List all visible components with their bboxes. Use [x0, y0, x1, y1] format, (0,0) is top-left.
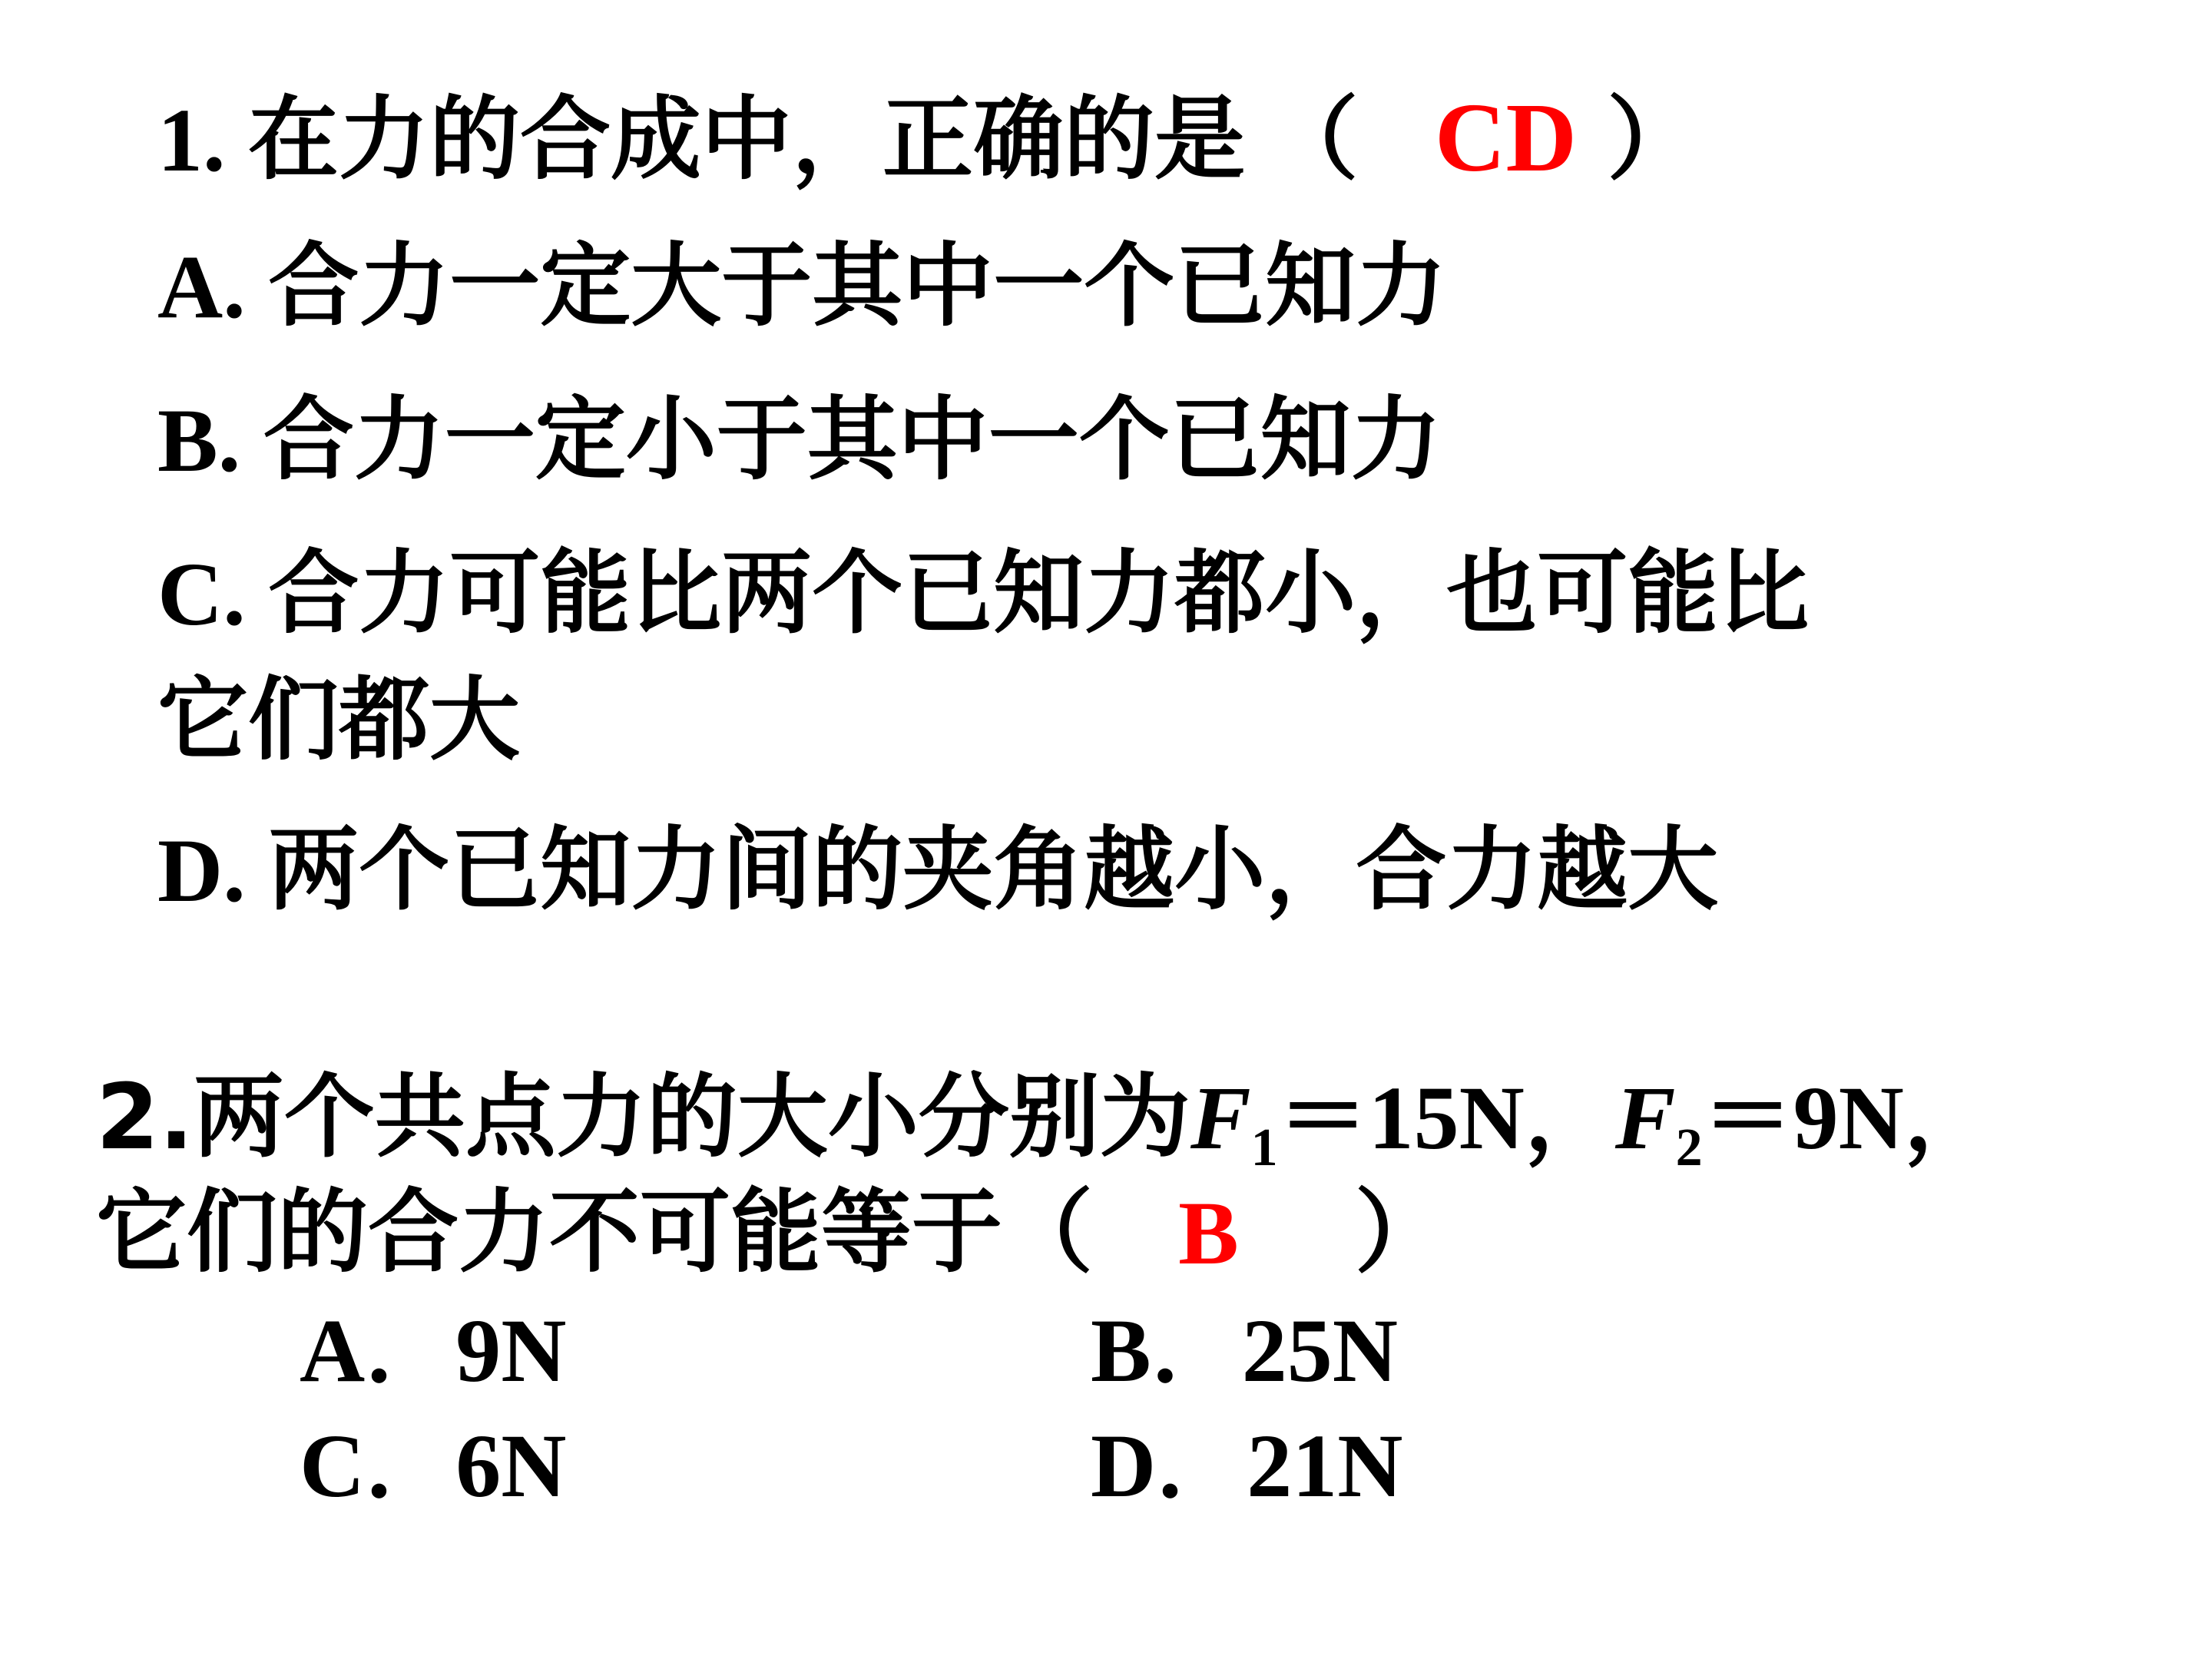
question2-f2-symbol: F	[1614, 1068, 1676, 1168]
question2-option-d	[1091, 1416, 1403, 1516]
question2-stem-line1	[96, 1064, 1995, 1177]
question1-option-b: B. 合力一定小于其中一个已知力	[157, 390, 1442, 491]
question2-option-c-label: C．	[300, 1416, 456, 1516]
question2-option-b-value: 25N	[1241, 1300, 1398, 1401]
question2-option-d-label: D．	[1091, 1416, 1247, 1516]
question2-option-a-value: 9N	[455, 1300, 567, 1401]
question2-option-d-value: 21N	[1247, 1416, 1403, 1516]
question2-f1-subscript: 1	[1250, 1118, 1278, 1177]
question2-stem-line2-text: 它们的合力不可能等于（	[96, 1179, 1094, 1285]
question2-f2-subscript: 2	[1675, 1118, 1703, 1177]
question2-option-a-label: A．	[300, 1300, 456, 1401]
question1-close-paren: ）	[1607, 90, 1698, 190]
question2-option-c	[300, 1416, 567, 1516]
question1-option-a: A. 合力一定大于其中一个已知力	[157, 237, 1447, 337]
question2-stem-line2	[96, 1179, 1445, 1285]
question2-option-a	[300, 1300, 567, 1401]
question1-option-c: C. 合力可能比两个已知力都小，也可能比	[157, 544, 1810, 644]
question2-answer: B	[1178, 1183, 1239, 1283]
question1-option-d: D. 两个已知力间的夹角越小，合力越大	[157, 820, 1719, 921]
question2-stem-prefix: 2.两个共点力的大小分别为	[96, 1064, 1190, 1170]
question1-stem-line	[157, 83, 1698, 192]
question2-option-c-value: 6N	[455, 1416, 567, 1516]
question2-f1-symbol: F	[1190, 1068, 1251, 1168]
question2-option-b-label: B．	[1091, 1300, 1242, 1401]
question2-close-paren: ）	[1354, 1179, 1445, 1285]
question2-f2-value: ＝9N，	[1702, 1068, 1995, 1168]
question1-stem: 1. 在力的合成中，正确的是 （	[157, 90, 1359, 190]
question1-answer: CD	[1435, 83, 1577, 192]
question2-option-b	[1091, 1300, 1398, 1401]
question1-option-c-continued: 它们都大	[157, 671, 521, 771]
question2-f1-value: ＝15N，	[1277, 1068, 1615, 1168]
